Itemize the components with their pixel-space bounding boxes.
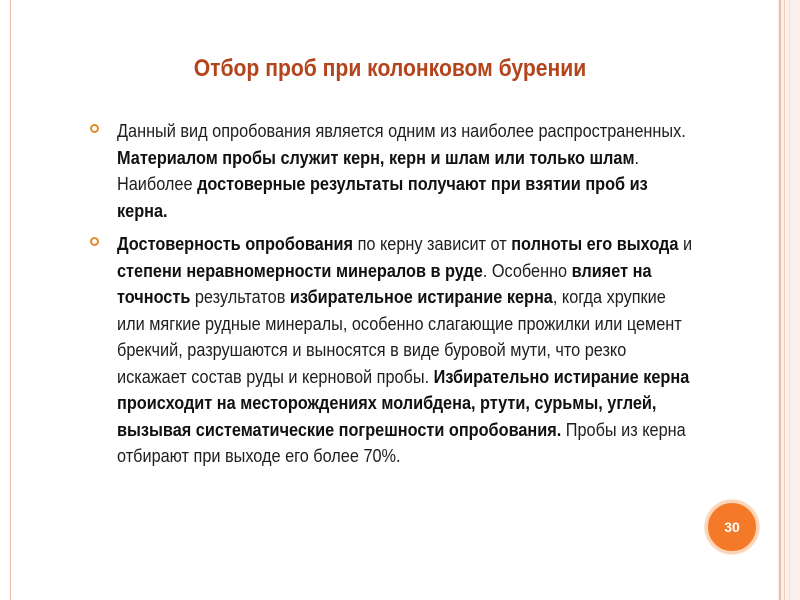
bullet-segment-bold: Избирательно истирание керна происходит на месторождениях молибдена, ртути, сурьмы, углей, вызывая систематические погрешности опробования. [117, 365, 690, 440]
bullet-body [117, 231, 777, 470]
bullet-text [117, 118, 698, 224]
page-number-badge: 30 [705, 500, 759, 554]
bullet-segment-bold: влияет на точность [117, 259, 652, 307]
bullet-text [117, 231, 698, 470]
bullet-segment-bold: степени неравномерности минералов в руде [117, 259, 483, 281]
bullet-segment: результатов [190, 286, 290, 307]
bullet-segment: . Наиболее [117, 146, 640, 194]
bullet-segment: . Особенно [482, 259, 572, 281]
bullet-segment-bold: достоверные результаты получают при взятии проб из керна. [117, 173, 648, 221]
frame-left-line [10, 0, 11, 600]
slide-title: Отбор проб при колонковом бурении [193, 55, 587, 82]
frame-right-line [779, 0, 781, 600]
bullet-segment: и [678, 233, 693, 254]
bullet-segment-bold: Материалом пробы служит керн, керн и шлам или только шлам [117, 146, 635, 168]
bullet-marker-icon [90, 124, 99, 133]
bullet-segment: по керну зависит от [353, 233, 512, 254]
bullet-segment: Данный вид опробования является одним из наиболее распространенных. [117, 120, 686, 141]
bullet-segment: Пробы из керна отбирают при выходе его более 70%. [117, 418, 686, 466]
bullet-body [117, 118, 777, 224]
frame-right-line [789, 0, 790, 600]
bullet-marker-icon [90, 237, 99, 246]
bullet-segment-bold: избирательное истирание керна [289, 286, 553, 307]
bullet-segment-bold: Достоверность опробования [117, 233, 354, 254]
bullet-segment-bold: полноты его выхода [511, 233, 679, 254]
bullet-segment: , когда хрупкие или мягкие рудные минералы, особенно слагающие прожилки или цемент брекчий, разрушаются и выносятся в виде буровой мути, что резко искажает состав руды и керновой пробы. [117, 286, 682, 387]
frame-right-line [784, 0, 785, 600]
